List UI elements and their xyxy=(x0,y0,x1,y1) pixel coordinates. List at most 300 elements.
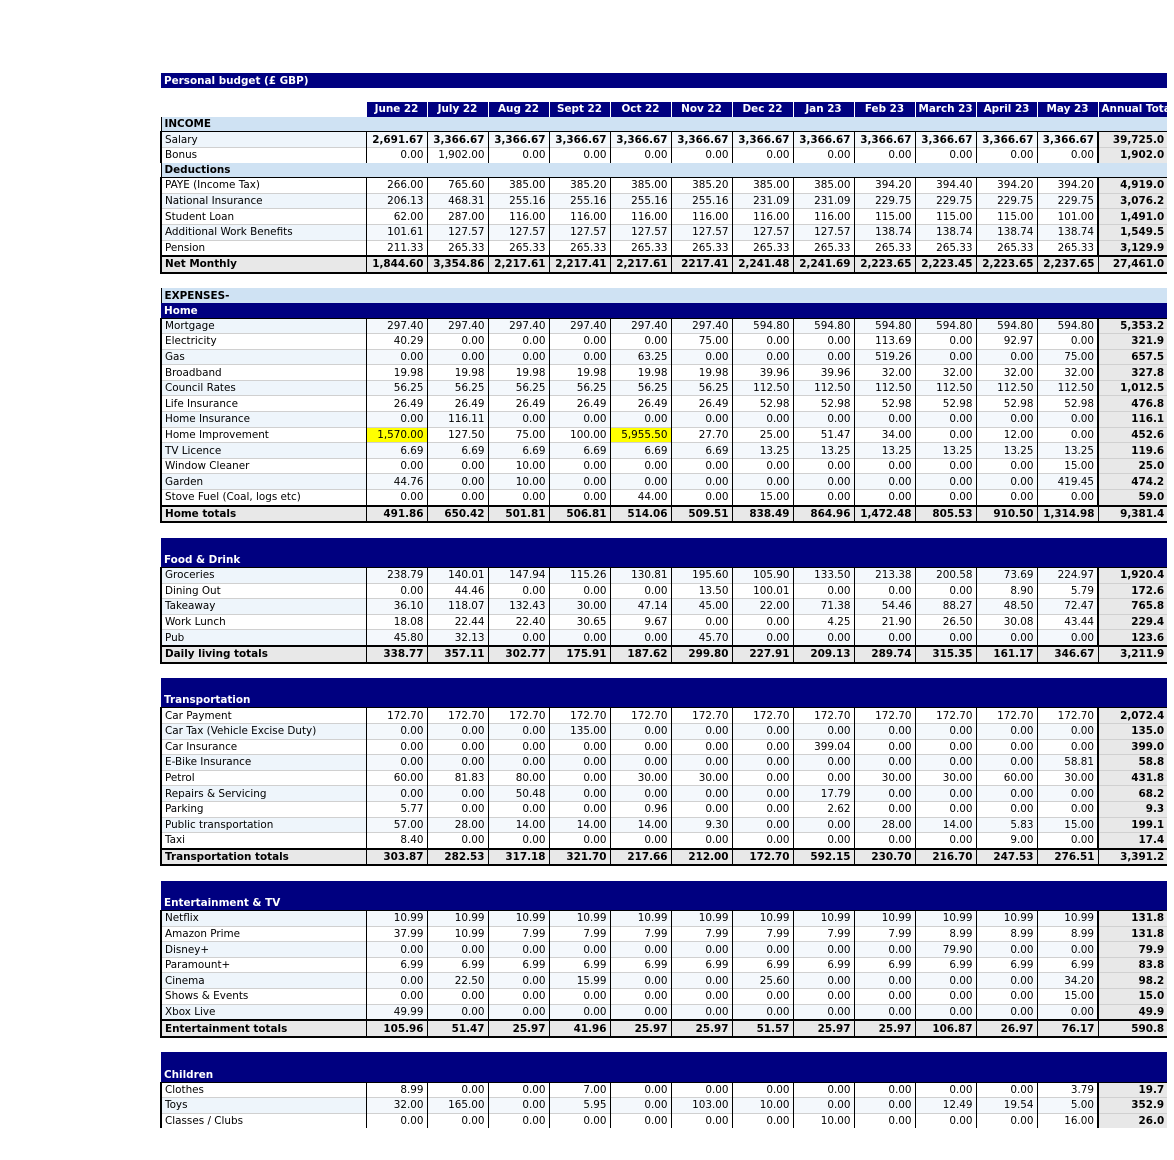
value-cell: 0.00 xyxy=(427,1113,488,1128)
value-cell: 138.74 xyxy=(1037,224,1098,240)
value-cell: 26.49 xyxy=(549,396,610,412)
value-cell: 79.90 xyxy=(915,942,976,958)
value-cell: 0.00 xyxy=(854,989,915,1005)
value-cell: 45.80 xyxy=(366,630,427,646)
section-label-fill xyxy=(366,117,1167,132)
value-cell: 265.33 xyxy=(671,240,732,256)
value-cell: 37.99 xyxy=(366,926,427,942)
value-cell: 0.00 xyxy=(732,334,793,350)
section-label: EXPENSES- xyxy=(161,288,366,303)
value-cell: 265.33 xyxy=(1037,240,1098,256)
value-cell: 172.70 xyxy=(915,708,976,724)
value-cell: 6.69 xyxy=(549,443,610,459)
value-cell: 385.00 xyxy=(793,178,854,194)
value-cell: 0.00 xyxy=(732,723,793,739)
value-cell: 2,241.48 xyxy=(732,256,793,273)
value-cell: 76.17 xyxy=(1037,1020,1098,1037)
value-cell: 26.50 xyxy=(915,614,976,630)
value-cell: 224.97 xyxy=(1037,568,1098,584)
value-cell: 2,691.67 xyxy=(366,132,427,148)
annual-total-cell: 98.2 xyxy=(1098,973,1167,989)
value-cell: 0.00 xyxy=(732,1113,793,1128)
value-cell: 138.74 xyxy=(854,224,915,240)
value-cell: 0.00 xyxy=(549,474,610,490)
value-cell: 247.53 xyxy=(976,849,1037,866)
value-cell: 51.47 xyxy=(427,1020,488,1037)
table-row xyxy=(161,349,1167,365)
table-row xyxy=(161,723,1167,739)
value-cell: 0.00 xyxy=(610,583,671,599)
value-cell: 297.40 xyxy=(488,318,549,334)
value-cell: 100.01 xyxy=(732,583,793,599)
value-cell: 8.40 xyxy=(366,833,427,849)
value-cell: 15.00 xyxy=(732,490,793,506)
value-cell: 297.40 xyxy=(366,318,427,334)
blank-cell xyxy=(161,865,1167,881)
row-label: Mortgage xyxy=(161,318,366,334)
value-cell: 3,366.67 xyxy=(610,132,671,148)
value-cell: 25.97 xyxy=(488,1020,549,1037)
category-band xyxy=(161,1052,1167,1067)
value-cell: 0.00 xyxy=(488,942,549,958)
value-cell: 52.98 xyxy=(915,396,976,412)
category-header-row xyxy=(161,693,1167,708)
value-cell: 12.00 xyxy=(976,427,1037,443)
value-cell: 0.00 xyxy=(854,458,915,474)
table-row xyxy=(161,334,1167,350)
value-cell: 127.57 xyxy=(427,224,488,240)
value-cell: 63.25 xyxy=(610,349,671,365)
value-cell: 30.00 xyxy=(610,770,671,786)
annual-total-cell: 1,012.5 xyxy=(1098,380,1167,396)
value-cell: 0.00 xyxy=(1037,412,1098,428)
row-label: Broadband xyxy=(161,365,366,381)
table-row xyxy=(161,1113,1167,1128)
value-cell: 0.00 xyxy=(549,412,610,428)
annual-total-cell: 3,076.2 xyxy=(1098,193,1167,209)
value-cell: 0.00 xyxy=(732,1082,793,1098)
value-cell: 216.70 xyxy=(915,849,976,866)
value-cell: 338.77 xyxy=(366,646,427,663)
category-header-row xyxy=(161,895,1167,910)
value-cell: 0.00 xyxy=(488,1004,549,1020)
value-cell: 399.04 xyxy=(793,739,854,755)
value-cell: 8.99 xyxy=(366,1082,427,1098)
month-header: March 23 xyxy=(915,102,976,117)
value-cell: 321.70 xyxy=(549,849,610,866)
value-cell: 0.00 xyxy=(1037,739,1098,755)
row-label: National Insurance xyxy=(161,193,366,209)
value-cell: 12.49 xyxy=(915,1098,976,1114)
category-header-row xyxy=(161,552,1167,567)
value-cell: 0.00 xyxy=(1037,630,1098,646)
value-cell: 6.69 xyxy=(366,443,427,459)
section-label: Deductions xyxy=(161,163,366,178)
value-cell: 172.70 xyxy=(671,708,732,724)
value-cell: 6.99 xyxy=(976,957,1037,973)
table-row xyxy=(161,833,1167,849)
value-cell: 265.33 xyxy=(854,240,915,256)
category-band-fill xyxy=(161,1052,1167,1067)
value-cell: 0.00 xyxy=(793,942,854,958)
value-cell: 26.49 xyxy=(610,396,671,412)
table-row xyxy=(161,458,1167,474)
value-cell: 2217.41 xyxy=(671,256,732,273)
value-cell: 130.81 xyxy=(610,568,671,584)
value-cell: 88.27 xyxy=(915,599,976,615)
value-cell: 116.00 xyxy=(793,209,854,225)
annual-total-cell: 39,725.0 xyxy=(1098,132,1167,148)
annual-total-cell: 15.0 xyxy=(1098,989,1167,1005)
value-cell: 32.00 xyxy=(976,365,1037,381)
value-cell: 0.00 xyxy=(549,630,610,646)
value-cell: 81.83 xyxy=(427,770,488,786)
value-cell: 13.50 xyxy=(671,583,732,599)
value-cell: 6.99 xyxy=(488,957,549,973)
value-cell: 0.00 xyxy=(366,989,427,1005)
value-cell: 132.43 xyxy=(488,599,549,615)
value-cell: 195.60 xyxy=(671,568,732,584)
table-row xyxy=(161,786,1167,802)
value-cell: 0.00 xyxy=(915,349,976,365)
value-cell: 26.49 xyxy=(671,396,732,412)
value-cell: 0.00 xyxy=(488,334,549,350)
value-cell: 3,366.67 xyxy=(854,132,915,148)
value-cell: 6.69 xyxy=(671,443,732,459)
value-cell: 52.98 xyxy=(793,396,854,412)
value-cell: 0.00 xyxy=(915,474,976,490)
value-cell: 213.38 xyxy=(854,568,915,584)
value-cell: 40.29 xyxy=(366,334,427,350)
value-cell: 0.00 xyxy=(793,1098,854,1114)
row-label: Dining Out xyxy=(161,583,366,599)
value-cell: 116.11 xyxy=(427,412,488,428)
value-cell: 6.99 xyxy=(610,957,671,973)
section-label-row xyxy=(161,117,1167,132)
value-cell: 62.00 xyxy=(366,209,427,225)
value-cell: 56.25 xyxy=(610,380,671,396)
value-cell: 56.25 xyxy=(549,380,610,396)
row-label: Life Insurance xyxy=(161,396,366,412)
value-cell: 116.00 xyxy=(732,209,793,225)
value-cell: 19.98 xyxy=(671,365,732,381)
annual-total-cell: 17.4 xyxy=(1098,833,1167,849)
value-cell: 10.00 xyxy=(793,1113,854,1128)
section-label: INCOME xyxy=(161,117,366,132)
value-cell: 3.79 xyxy=(1037,1082,1098,1098)
value-cell: 32.00 xyxy=(854,365,915,381)
section-label-row xyxy=(161,163,1167,178)
value-cell: 265.33 xyxy=(610,240,671,256)
month-header: Nov 22 xyxy=(671,102,732,117)
value-cell: 0.00 xyxy=(915,427,976,443)
annual-total-cell: 19.7 xyxy=(1098,1082,1167,1098)
row-label: Council Rates xyxy=(161,380,366,396)
value-cell: 0.00 xyxy=(671,973,732,989)
value-cell: 56.25 xyxy=(366,380,427,396)
value-cell: 0.00 xyxy=(732,474,793,490)
value-cell: 138.74 xyxy=(976,224,1037,240)
value-cell: 0.00 xyxy=(915,1113,976,1128)
table-row xyxy=(161,396,1167,412)
value-cell: 0.00 xyxy=(854,147,915,162)
value-cell: 7.99 xyxy=(732,926,793,942)
value-cell: 0.00 xyxy=(854,1004,915,1020)
value-cell: 394.20 xyxy=(854,178,915,194)
value-cell: 0.00 xyxy=(427,1082,488,1098)
row-label: Home Improvement xyxy=(161,427,366,443)
row-label: Gas xyxy=(161,349,366,365)
value-cell: 265.33 xyxy=(915,240,976,256)
row-label: Car Payment xyxy=(161,708,366,724)
value-cell: 13.25 xyxy=(1037,443,1098,459)
value-cell: 25.97 xyxy=(671,1020,732,1037)
value-cell: 32.00 xyxy=(366,1098,427,1114)
row-label: Taxi xyxy=(161,833,366,849)
blank-row xyxy=(161,273,1167,289)
value-cell: 138.74 xyxy=(915,224,976,240)
value-cell: 3,354.86 xyxy=(427,256,488,273)
row-label: PAYE (Income Tax) xyxy=(161,178,366,194)
value-cell: 10.99 xyxy=(793,911,854,927)
value-cell: 0.00 xyxy=(1037,801,1098,817)
value-cell: 32.00 xyxy=(1037,365,1098,381)
value-cell: 5,955.50 xyxy=(610,427,671,443)
value-cell: 140.01 xyxy=(427,568,488,584)
value-cell: 27.70 xyxy=(671,427,732,443)
value-cell: 56.25 xyxy=(427,380,488,396)
annual-total-cell: 119.6 xyxy=(1098,443,1167,459)
value-cell: 0.00 xyxy=(915,334,976,350)
annual-total-cell: 3,391.2 xyxy=(1098,849,1167,866)
value-cell: 0.00 xyxy=(732,989,793,1005)
blank-cell xyxy=(161,273,1167,289)
month-header: Dec 22 xyxy=(732,102,793,117)
value-cell: 0.00 xyxy=(976,786,1037,802)
value-cell: 0.00 xyxy=(793,817,854,833)
value-cell: 52.98 xyxy=(1037,396,1098,412)
value-cell: 303.87 xyxy=(366,849,427,866)
annual-total-cell: 131.8 xyxy=(1098,926,1167,942)
value-cell: 8.90 xyxy=(976,583,1037,599)
row-label: Netflix xyxy=(161,911,366,927)
annual-total-cell: 116.1 xyxy=(1098,412,1167,428)
row-label: Clothes xyxy=(161,1082,366,1098)
month-header: April 23 xyxy=(976,102,1037,117)
value-cell: 0.00 xyxy=(610,147,671,162)
value-cell: 50.48 xyxy=(488,786,549,802)
value-cell: 187.62 xyxy=(610,646,671,663)
value-cell: 385.20 xyxy=(549,178,610,194)
value-cell: 16.00 xyxy=(1037,1113,1098,1128)
annual-total-cell: 229.4 xyxy=(1098,614,1167,630)
value-cell: 0.00 xyxy=(732,942,793,958)
row-label: Window Cleaner xyxy=(161,458,366,474)
value-cell: 357.11 xyxy=(427,646,488,663)
value-cell: 0.00 xyxy=(976,723,1037,739)
table-row xyxy=(161,178,1167,194)
value-cell: 22.00 xyxy=(732,599,793,615)
value-cell: 227.91 xyxy=(732,646,793,663)
value-cell: 0.00 xyxy=(915,833,976,849)
value-cell: 1,844.60 xyxy=(366,256,427,273)
value-cell: 0.00 xyxy=(732,458,793,474)
value-cell: 514.06 xyxy=(610,506,671,523)
value-cell: 112.50 xyxy=(854,380,915,396)
value-cell: 0.00 xyxy=(854,942,915,958)
value-cell: 0.00 xyxy=(549,989,610,1005)
value-cell: 26.49 xyxy=(427,396,488,412)
value-cell: 0.00 xyxy=(366,490,427,506)
value-cell: 0.00 xyxy=(488,755,549,771)
value-cell: 276.51 xyxy=(1037,849,1098,866)
totals-row xyxy=(161,256,1167,273)
value-cell: 52.98 xyxy=(976,396,1037,412)
table-row xyxy=(161,427,1167,443)
value-cell: 211.33 xyxy=(366,240,427,256)
value-cell: 287.00 xyxy=(427,209,488,225)
value-cell: 172.70 xyxy=(427,708,488,724)
value-cell: 0.00 xyxy=(732,412,793,428)
value-cell: 172.70 xyxy=(793,708,854,724)
value-cell: 32.00 xyxy=(915,365,976,381)
value-cell: 80.00 xyxy=(488,770,549,786)
value-cell: 650.42 xyxy=(427,506,488,523)
value-cell: 7.99 xyxy=(610,926,671,942)
value-cell: 0.00 xyxy=(488,1082,549,1098)
table-row xyxy=(161,474,1167,490)
value-cell: 0.00 xyxy=(732,755,793,771)
value-cell: 200.58 xyxy=(915,568,976,584)
spacer-row xyxy=(161,88,1167,103)
row-label: Repairs & Servicing xyxy=(161,786,366,802)
value-cell: 8.99 xyxy=(915,926,976,942)
value-cell: 592.15 xyxy=(793,849,854,866)
table-row xyxy=(161,1082,1167,1098)
value-cell: 30.00 xyxy=(1037,770,1098,786)
value-cell: 48.50 xyxy=(976,599,1037,615)
value-cell: 26.49 xyxy=(366,396,427,412)
table-row xyxy=(161,614,1167,630)
value-cell: 0.00 xyxy=(671,147,732,162)
value-cell: 394.20 xyxy=(976,178,1037,194)
value-cell: 116.00 xyxy=(549,209,610,225)
value-cell: 0.00 xyxy=(732,786,793,802)
value-cell: 127.50 xyxy=(427,427,488,443)
value-cell: 2,217.61 xyxy=(610,256,671,273)
value-cell: 0.00 xyxy=(976,147,1037,162)
value-cell: 7.00 xyxy=(549,1082,610,1098)
annual-total-cell: 58.8 xyxy=(1098,755,1167,771)
annual-total-cell: 765.8 xyxy=(1098,599,1167,615)
annual-total-cell: 9,381.4 xyxy=(1098,506,1167,523)
value-cell: 0.00 xyxy=(610,1098,671,1114)
value-cell: 75.00 xyxy=(1037,349,1098,365)
value-cell: 0.00 xyxy=(671,739,732,755)
value-cell: 229.75 xyxy=(915,193,976,209)
value-cell: 0.00 xyxy=(610,334,671,350)
table-row xyxy=(161,583,1167,599)
value-cell: 36.10 xyxy=(366,599,427,615)
value-cell: 172.70 xyxy=(488,708,549,724)
value-cell: 9.00 xyxy=(976,833,1037,849)
value-cell: 101.00 xyxy=(1037,209,1098,225)
value-cell: 21.90 xyxy=(854,614,915,630)
table-row xyxy=(161,412,1167,428)
month-header: Feb 23 xyxy=(854,102,915,117)
value-cell: 0.00 xyxy=(854,474,915,490)
value-cell: 14.00 xyxy=(610,817,671,833)
value-cell: 10.99 xyxy=(488,911,549,927)
value-cell: 30.00 xyxy=(854,770,915,786)
value-cell: 519.26 xyxy=(854,349,915,365)
value-cell: 52.98 xyxy=(854,396,915,412)
value-cell: 0.00 xyxy=(915,973,976,989)
value-cell: 10.00 xyxy=(732,1098,793,1114)
totals-row xyxy=(161,849,1167,866)
annual-total-cell: 399.0 xyxy=(1098,739,1167,755)
row-label: Pension xyxy=(161,240,366,256)
value-cell: 864.96 xyxy=(793,506,854,523)
value-cell: 127.57 xyxy=(549,224,610,240)
value-cell: 19.98 xyxy=(610,365,671,381)
value-cell: 0.00 xyxy=(1037,723,1098,739)
value-cell: 101.61 xyxy=(366,224,427,240)
value-cell: 0.00 xyxy=(488,147,549,162)
value-cell: 13.25 xyxy=(732,443,793,459)
value-cell: 765.60 xyxy=(427,178,488,194)
annual-total-cell: 327.8 xyxy=(1098,365,1167,381)
annual-total-cell: 49.9 xyxy=(1098,1004,1167,1020)
value-cell: 0.00 xyxy=(854,786,915,802)
month-header: June 22 xyxy=(366,102,427,117)
value-cell: 113.69 xyxy=(854,334,915,350)
title-row xyxy=(161,73,1167,88)
value-cell: 265.33 xyxy=(976,240,1037,256)
value-cell: 594.80 xyxy=(854,318,915,334)
value-cell: 10.00 xyxy=(488,458,549,474)
value-cell: 44.76 xyxy=(366,474,427,490)
value-cell: 112.50 xyxy=(732,380,793,396)
section-label-fill xyxy=(366,163,1167,178)
value-cell: 0.00 xyxy=(549,1004,610,1020)
table-row xyxy=(161,957,1167,973)
value-cell: 7.99 xyxy=(671,926,732,942)
annual-total-cell: 172.6 xyxy=(1098,583,1167,599)
value-cell: 8.99 xyxy=(976,926,1037,942)
value-cell: 0.00 xyxy=(793,412,854,428)
value-cell: 0.00 xyxy=(732,1004,793,1020)
value-cell: 265.33 xyxy=(549,240,610,256)
annual-total-cell: 9.3 xyxy=(1098,801,1167,817)
annual-total-cell: 27,461.0 xyxy=(1098,256,1167,273)
row-label: Groceries xyxy=(161,568,366,584)
value-cell: 30.00 xyxy=(671,770,732,786)
value-cell: 22.40 xyxy=(488,614,549,630)
value-cell: 255.16 xyxy=(671,193,732,209)
value-cell: 0.00 xyxy=(854,490,915,506)
value-cell: 0.00 xyxy=(427,723,488,739)
category-title: Home xyxy=(161,303,1167,318)
table-row xyxy=(161,911,1167,927)
value-cell: 13.25 xyxy=(854,443,915,459)
value-cell: 0.00 xyxy=(427,833,488,849)
value-cell: 0.00 xyxy=(366,786,427,802)
category-band xyxy=(161,538,1167,553)
value-cell: 8.99 xyxy=(1037,926,1098,942)
value-cell: 0.00 xyxy=(549,583,610,599)
value-cell: 385.00 xyxy=(732,178,793,194)
